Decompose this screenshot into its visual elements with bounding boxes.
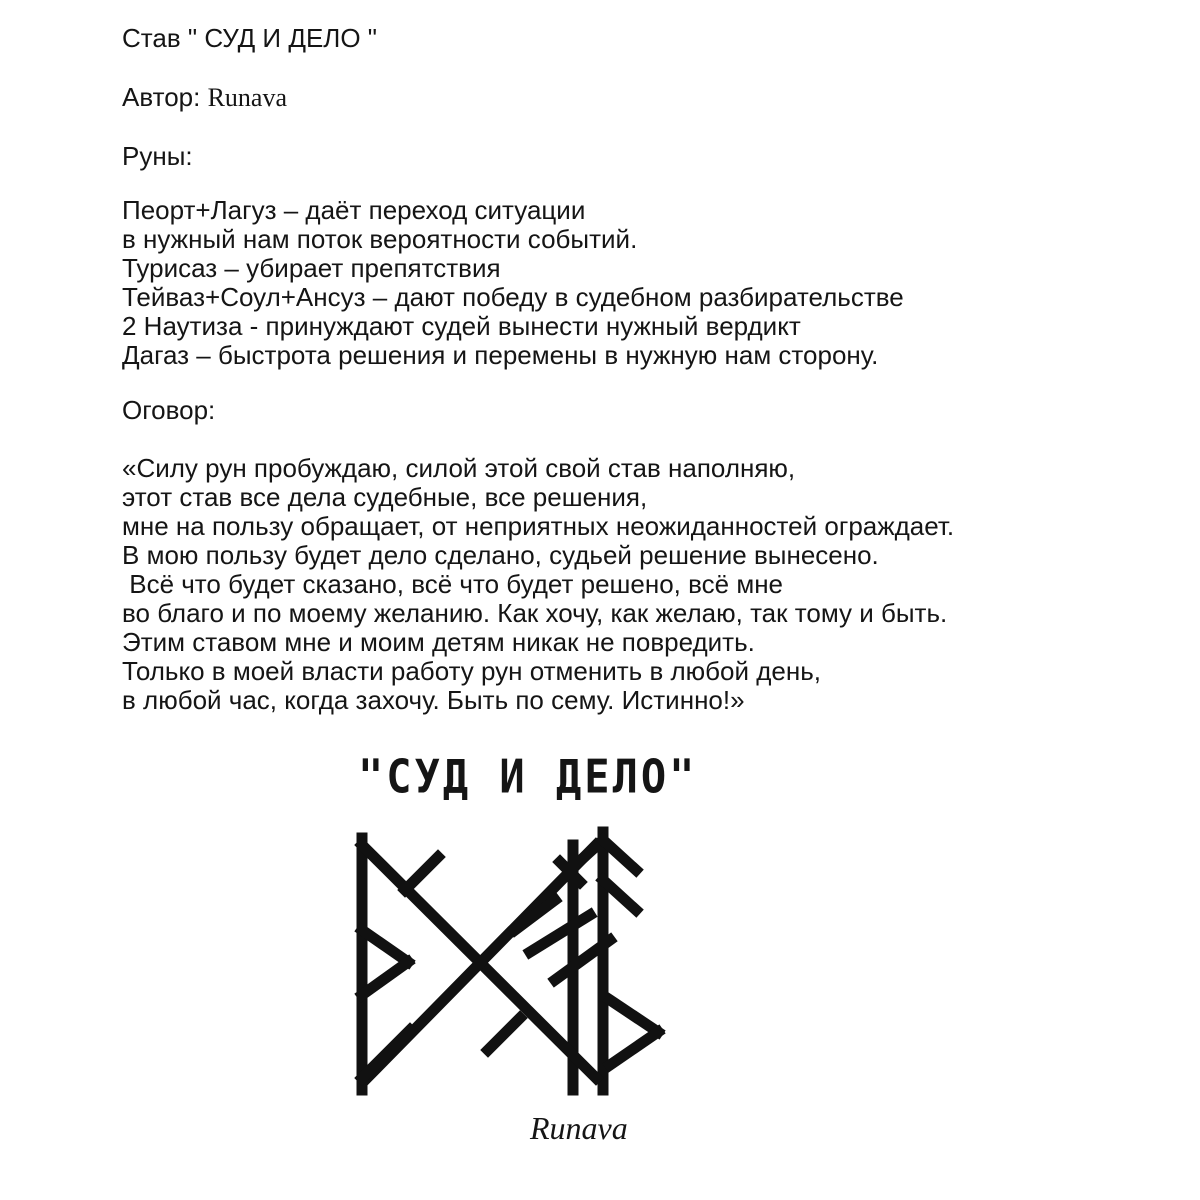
ogovor-line: во благо и по моему желанию. Как хочу, как желаю, так тому и быть. [122,598,948,628]
ogovor-line: этот став все дела судебные, все решения, [122,482,648,512]
ogovor-heading: Оговор: [122,395,216,425]
author-line [122,83,287,112]
ogovor-line: Всё что будет сказано, всё что будет решено, всё мне [122,569,784,599]
runes-line: в нужный нам поток вероятности событий. [122,224,638,254]
runes-list [122,196,904,370]
document-title: Став " СУД И ДЕЛО " [122,23,378,53]
runes-line: 2 Наутиза - принуждают судей вынести нужный вердикт [122,311,801,341]
author-label: Автор: [122,82,208,112]
ogovor-line: в любой час, когда захочу. Быть по сему. Истинно!» [122,685,745,715]
runes-line: Турисаз – убирает препятствия [122,253,501,283]
stav-caption: "СУД И ДЕЛО" [358,749,698,804]
runes-heading: Руны: [122,141,193,171]
runes-line: Тейваз+Соул+Ансуз – дают победу в судебном разбирательстве [122,282,904,312]
runic-stav-icon [340,820,680,1100]
ogovor-text [122,454,954,715]
author-name: Runava [207,83,287,112]
ogovor-line: «Силу рун пробуждаю, силой этой свой став наполняю, [122,453,796,483]
runes-line: Пеорт+Лагуз – даёт переход ситуации [122,195,586,225]
ogovor-line: мне на пользу обращает, от неприятных неожиданностей ограждает. [122,511,955,541]
runes-line: Дагаз – быстрота решения и перемены в нужную нам сторону. [122,340,879,370]
author-signature: Runava [530,1110,628,1146]
ogovor-line: Только в моей власти работу рун отменить в любой день, [122,656,822,686]
ogovor-line: В мою пользу будет дело сделано, судьей решение вынесено. [122,540,879,570]
ogovor-line: Этим ставом мне и моим детям никак не повредить. [122,627,755,657]
